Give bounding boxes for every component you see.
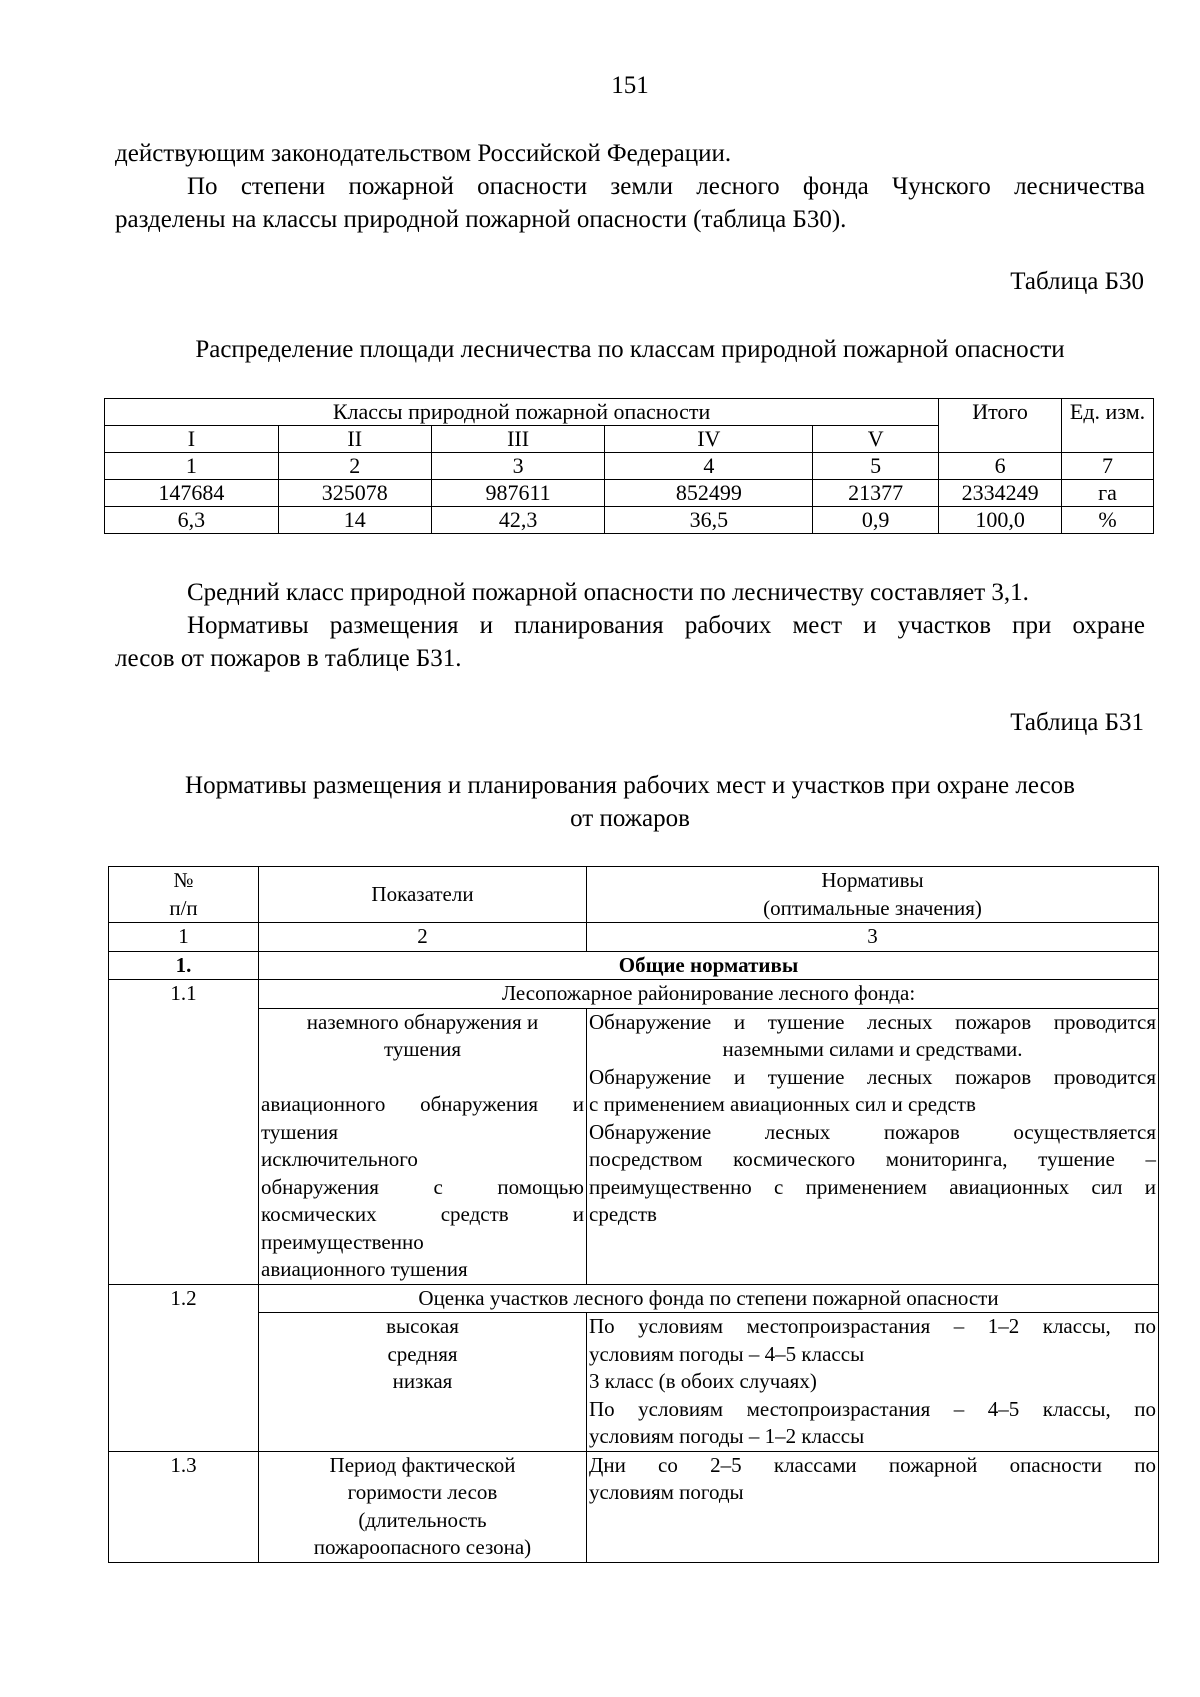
table-cell: % [1062,507,1154,534]
middle-line-1: Средний класс природной пожарной опасности по лесничеству составляет 3,1. [187,579,1029,606]
class-header: IV [605,426,813,453]
column-number: 1 [109,923,259,952]
norms-header: Нормативы (оптимальные значения) [587,867,1159,923]
column-number: 2 [259,923,587,952]
table-row [105,399,1154,426]
table30-title: Распределение площади лесничества по классам природной пожарной опасности [195,336,1065,363]
table-row [105,480,1154,507]
fire-class-table [104,398,1154,534]
column-number: 6 [939,453,1062,480]
row-number: 1.3 [109,1451,259,1562]
norm-cell: Дни со 2–5 классами пожарной опасности по условиям погоды [587,1451,1159,1562]
table-row [109,951,1159,980]
table-row [109,923,1159,952]
norm-cell: Обнаружение и тушение лесных пожаров проводится наземными силами и средствами. Обнаружение и тушение лесных пожаров проводится с применением авиационных сил и средств Обнаружение лесных пожаров осуществляется посредством космического мониторинга, тушение – преимущественно с применением авиационных сил и средств [587,1008,1159,1284]
indicator-cell: Период фактической горимости лесов (длительность пожароопасного сезона) [259,1451,587,1562]
class-header: II [278,426,431,453]
intro-line-1: действующим законодательством Российской Федерации. [115,140,732,167]
table-cell: 42,3 [431,507,605,534]
unit-header: Ед. изм. [1062,399,1154,453]
intro-line-3: разделены на классы природной пожарной опасности (таблица Б30). [115,206,847,233]
table31-title-line-1: Нормативы размещения и планирования рабочих мест и участков при охране лесов [185,772,1075,799]
norm-cell: По условиям местопроизрастания – 1–2 классы, по условиям погоды – 4–5 классы 3 класс (в обоих случаях) По условиям местопроизрастания – 4–5 классы, по условиям погоды – 1–2 классы [587,1313,1159,1452]
classes-header: Классы природной пожарной опасности [105,399,939,426]
table-cell: 325078 [278,480,431,507]
class-header: V [813,426,939,453]
row-title: Лесопожарное районирование лесного фонда: [259,980,1159,1009]
column-number: 7 [1062,453,1154,480]
table-row [109,980,1159,1009]
section-number: 1. [109,951,259,980]
row-title: Оценка участков лесного фонда по степени пожарной опасности [259,1284,1159,1313]
middle-line-3: лесов от пожаров в таблице Б31. [115,645,462,672]
table30-label: Таблица Б30 [1010,268,1144,295]
indicators-header: Показатели [259,867,587,923]
indicator-cell: наземного обнаружения и тушения авиационного обнаружения и тушения исключительного обнаружения с помощью космических средств и преимущественно авиационного тушения [259,1008,587,1284]
table-cell: 14 [278,507,431,534]
table-cell: 36,5 [605,507,813,534]
table-row [109,1313,1159,1452]
number-header: № п/п [109,867,259,923]
column-number: 3 [587,923,1159,952]
table-cell: 2334249 [939,480,1062,507]
class-header: I [105,426,279,453]
table-row [105,453,1154,480]
middle-line-2: Нормативы размещения и планирования рабочих мест и участков при охране [187,612,1145,639]
table-cell: 147684 [105,480,279,507]
table-cell: га [1062,480,1154,507]
total-header: Итого [939,399,1062,453]
column-number: 4 [605,453,813,480]
table-cell: 987611 [431,480,605,507]
intro-line-2: По степени пожарной опасности земли лесного фонда Чунского лесничества [187,173,1145,200]
table-cell: 6,3 [105,507,279,534]
table-cell: 21377 [813,480,939,507]
column-number: 2 [278,453,431,480]
table-row [109,1284,1159,1313]
table-row [109,1451,1159,1562]
column-number: 1 [105,453,279,480]
table-cell: 100,0 [939,507,1062,534]
column-number: 5 [813,453,939,480]
row-number: 1.1 [109,980,259,1285]
table-row [109,867,1159,923]
table-row [105,507,1154,534]
page-number: 151 [611,72,649,99]
table-row [109,1008,1159,1284]
norms-table [108,866,1159,1563]
column-number: 3 [431,453,605,480]
table31-label: Таблица Б31 [1010,709,1144,736]
row-number: 1.2 [109,1284,259,1451]
class-header: III [431,426,605,453]
table-cell: 0,9 [813,507,939,534]
indicator-cell: высокая средняя низкая [259,1313,587,1452]
table-cell: 852499 [605,480,813,507]
section-title: Общие нормативы [259,951,1159,980]
table31-title-line-2: от пожаров [570,805,690,832]
